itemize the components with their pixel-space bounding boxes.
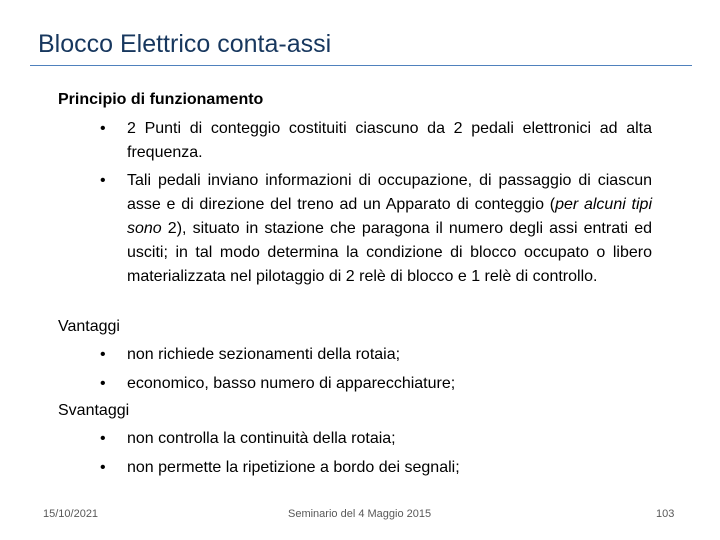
section-heading-principio: Principio di funzionamento: [58, 91, 264, 108]
bullet-icon: •: [100, 172, 106, 189]
principio-item-1: 2 Punti di conteggio costituiti ciascuno da 2 pedali elettronici ad alta frequenza.: [127, 120, 652, 161]
footer-center: Seminario del 4 Maggio 2015: [288, 508, 432, 520]
title-divider: [30, 65, 692, 66]
slide-title: Blocco Elettrico conta-assi: [38, 30, 332, 58]
section-heading-vantaggi: Vantaggi: [58, 318, 120, 335]
bullet-icon: •: [100, 459, 106, 476]
vantaggi-item-2: economico, basso numero di apparecchiature;: [127, 375, 456, 392]
bullet-icon: •: [100, 120, 106, 137]
footer-date: 15/10/2021: [43, 508, 99, 520]
principio-item-2-italic: per alcuni tipi sono: [127, 196, 652, 237]
principio-item-2-text-end: 2), situato in stazione che paragona il numero degli assi entrati ed usciti; in tal modo determina la condizione di blocco occupato o libero materializzata nel pilotaggio di 2 relè di blocco e 1 relè di controllo.: [127, 220, 652, 285]
bullet-icon: •: [100, 430, 106, 447]
bullet-icon: •: [100, 375, 106, 392]
vantaggi-item-1: non richiede sezionamenti della rotaia;: [127, 346, 401, 363]
svantaggi-item-1: non controlla la continuità della rotaia;: [127, 430, 396, 447]
svantaggi-item-2: non permette la ripetizione a bordo dei segnali;: [127, 459, 460, 476]
footer-page-number: 103: [656, 508, 675, 520]
bullet-icon: •: [100, 346, 106, 363]
principio-item-2-text: Tali pedali inviano informazioni di occupazione, di passaggio di ciascun asse e di direzione del treno ad un Apparato di conteggio (: [127, 172, 652, 213]
section-heading-svantaggi: Svantaggi: [58, 402, 130, 419]
principio-item-2: [127, 169, 652, 289]
